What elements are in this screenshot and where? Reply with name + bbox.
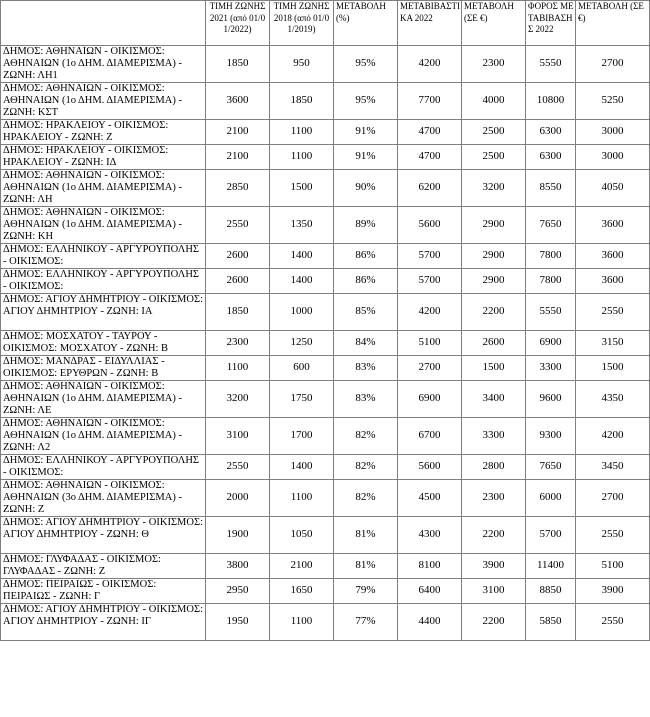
cell-change-euro: 3400 [462,381,526,418]
cell-municipality-zone: ΔΗΜΟΣ: ΑΘΗΝΑΙΩΝ - ΟΙΚΙΣΜΟΣ: ΑΘΗΝΑΙΩΝ (1ο ΔΗΜ. ΔΙΑΜΕΡΙΣΜΑ) - ΖΩΝΗ: ΛΗ1 [1,46,206,83]
cell-change-euro: 3200 [462,170,526,207]
table-row [1,480,650,517]
cell-change-euro: 3300 [462,418,526,455]
cell-change-euro: 2300 [462,480,526,517]
table-row [1,455,650,480]
cell-change-euro-2: 3600 [576,207,650,244]
cell-transfer-fees-2022: 4500 [398,480,462,517]
cell-transfer-fees-2022: 6200 [398,170,462,207]
cell-change-euro-2: 2700 [576,480,650,517]
table-row [1,418,650,455]
table-row [1,356,650,381]
cell-zone-price-2021: 2600 [206,244,270,269]
cell-transfer-fees-2022: 5700 [398,244,462,269]
cell-change-percent: 85% [334,294,398,331]
cell-municipality-zone: ΔΗΜΟΣ: ΕΛΛΗΝΙΚΟΥ - ΑΡΓΥΡΟΥΠΟΛΗΣ - ΟΙΚΙΣΜΟΣ: [1,269,206,294]
table-row [1,331,650,356]
header-change-euro: ΜΕΤΑΒΟΛΗ (ΣΕ €) [462,1,526,46]
table-row [1,83,650,120]
cell-municipality-zone: ΔΗΜΟΣ: ΠΕΙΡΑΙΩΣ - ΟΙΚΙΣΜΟΣ: ΠΕΙΡΑΙΩΣ - ΖΩΝΗ: Γ [1,579,206,604]
cell-change-euro: 2500 [462,120,526,145]
cell-municipality-zone: ΔΗΜΟΣ: ΑΘΗΝΑΙΩΝ - ΟΙΚΙΣΜΟΣ: ΑΘΗΝΑΙΩΝ (1ο ΔΗΜ. ΔΙΑΜΕΡΙΣΜΑ) - ΖΩΝΗ: Λ2 [1,418,206,455]
table-row [1,244,650,269]
cell-zone-price-2021: 2100 [206,145,270,170]
cell-transfer-fees-2022: 2700 [398,356,462,381]
cell-transfer-fees-2022: 6900 [398,381,462,418]
header-zone-price-2021: ΤΙΜΗ ΖΩΝΗΣ 2021 (από 01/01/2022) [206,1,270,46]
cell-zone-price-2018: 1500 [270,170,334,207]
cell-transfer-fees-2022: 8100 [398,554,462,579]
cell-change-euro-2: 3150 [576,331,650,356]
cell-change-euro: 2900 [462,269,526,294]
cell-transfer-fees-2022: 4300 [398,517,462,554]
cell-zone-price-2021: 1850 [206,46,270,83]
table-row [1,579,650,604]
header-change-euro-2: ΜΕΤΑΒΟΛΗ (ΣΕ €) [576,1,650,46]
cell-zone-price-2018: 1000 [270,294,334,331]
cell-zone-price-2021: 1850 [206,294,270,331]
cell-municipality-zone: ΔΗΜΟΣ: ΑΓΙΟΥ ΔΗΜΗΤΡΙΟΥ - ΟΙΚΙΣΜΟΣ: ΑΓΙΟΥ ΔΗΜΗΤΡΙΟΥ - ΖΩΝΗ: ΙΑ [1,294,206,331]
cell-zone-price-2021: 3100 [206,418,270,455]
cell-transfer-fees-2022: 4200 [398,294,462,331]
cell-change-euro: 2300 [462,46,526,83]
cell-change-percent: 82% [334,418,398,455]
cell-zone-price-2018: 1750 [270,381,334,418]
cell-transfer-tax-2022: 9300 [526,418,576,455]
cell-transfer-tax-2022: 11400 [526,554,576,579]
cell-change-euro-2: 5100 [576,554,650,579]
cell-zone-price-2021: 2000 [206,480,270,517]
cell-transfer-tax-2022: 6000 [526,480,576,517]
cell-change-euro: 2200 [462,294,526,331]
cell-change-euro-2: 3900 [576,579,650,604]
cell-change-euro: 2900 [462,244,526,269]
cell-change-percent: 86% [334,244,398,269]
cell-zone-price-2021: 2300 [206,331,270,356]
cell-change-euro: 2500 [462,145,526,170]
cell-change-euro-2: 5250 [576,83,650,120]
cell-transfer-tax-2022: 5850 [526,604,576,641]
cell-change-euro: 2200 [462,517,526,554]
cell-zone-price-2021: 1900 [206,517,270,554]
cell-transfer-tax-2022: 8550 [526,170,576,207]
table-row [1,207,650,244]
cell-change-percent: 91% [334,145,398,170]
cell-zone-price-2018: 600 [270,356,334,381]
cell-zone-price-2018: 1100 [270,145,334,170]
cell-transfer-tax-2022: 8850 [526,579,576,604]
cell-municipality-zone: ΔΗΜΟΣ: ΑΘΗΝΑΙΩΝ - ΟΙΚΙΣΜΟΣ: ΑΘΗΝΑΙΩΝ (3ο ΔΗΜ. ΔΙΑΜΕΡΙΣΜΑ) - ΖΩΝΗ: Ζ [1,480,206,517]
cell-change-percent: 83% [334,356,398,381]
table-row [1,554,650,579]
cell-change-euro-2: 2550 [576,604,650,641]
cell-zone-price-2021: 3200 [206,381,270,418]
cell-change-percent: 82% [334,480,398,517]
cell-transfer-fees-2022: 5600 [398,207,462,244]
cell-change-euro-2: 1500 [576,356,650,381]
cell-change-euro-2: 3450 [576,455,650,480]
cell-change-percent: 91% [334,120,398,145]
cell-zone-price-2021: 2950 [206,579,270,604]
cell-zone-price-2018: 1850 [270,83,334,120]
cell-zone-price-2021: 3600 [206,83,270,120]
cell-transfer-tax-2022: 7800 [526,269,576,294]
cell-municipality-zone: ΔΗΜΟΣ: ΓΛΥΦΑΔΑΣ - ΟΙΚΙΣΜΟΣ: ΓΛΥΦΑΔΑΣ - ΖΩΝΗ: Ζ [1,554,206,579]
cell-municipality-zone: ΔΗΜΟΣ: ΑΘΗΝΑΙΩΝ - ΟΙΚΙΣΜΟΣ: ΑΘΗΝΑΙΩΝ (1ο ΔΗΜ. ΔΙΑΜΕΡΙΣΜΑ) - ΖΩΝΗ: ΚΣΤ [1,83,206,120]
cell-change-percent: 82% [334,455,398,480]
cell-change-percent: 95% [334,46,398,83]
cell-change-euro: 2900 [462,207,526,244]
cell-zone-price-2021: 2550 [206,207,270,244]
table-row [1,294,650,331]
cell-transfer-tax-2022: 3300 [526,356,576,381]
cell-zone-price-2021: 1100 [206,356,270,381]
cell-change-euro: 2800 [462,455,526,480]
cell-municipality-zone: ΔΗΜΟΣ: ΗΡΑΚΛΕΙΟΥ - ΟΙΚΙΣΜΟΣ: ΗΡΑΚΛΕΙΟΥ - ΖΩΝΗ: ΙΔ [1,145,206,170]
header-empty [1,1,206,46]
table-row [1,517,650,554]
cell-transfer-tax-2022: 6900 [526,331,576,356]
header-zone-price-2018: ΤΙΜΗ ΖΩΝΗΣ 2018 (από 01/01/2019) [270,1,334,46]
cell-transfer-fees-2022: 4700 [398,120,462,145]
header-transfer-fees-2022: ΜΕΤΑΒΙΒΑΣΤΙΚΑ 2022 [398,1,462,46]
cell-change-percent: 86% [334,269,398,294]
cell-zone-price-2021: 1950 [206,604,270,641]
cell-change-euro-2: 2550 [576,517,650,554]
table-row [1,120,650,145]
cell-change-percent: 81% [334,554,398,579]
table-row [1,145,650,170]
cell-change-euro: 1500 [462,356,526,381]
cell-zone-price-2018: 1100 [270,604,334,641]
cell-change-euro-2: 4200 [576,418,650,455]
cell-change-percent: 84% [334,331,398,356]
cell-transfer-fees-2022: 4400 [398,604,462,641]
cell-zone-price-2018: 2100 [270,554,334,579]
cell-transfer-fees-2022: 6700 [398,418,462,455]
cell-transfer-fees-2022: 5700 [398,269,462,294]
cell-zone-price-2018: 1350 [270,207,334,244]
cell-transfer-fees-2022: 7700 [398,83,462,120]
cell-change-percent: 83% [334,381,398,418]
cell-transfer-fees-2022: 5100 [398,331,462,356]
cell-transfer-fees-2022: 6400 [398,579,462,604]
cell-transfer-fees-2022: 5600 [398,455,462,480]
cell-change-percent: 79% [334,579,398,604]
cell-change-percent: 81% [334,517,398,554]
cell-change-euro-2: 3600 [576,269,650,294]
cell-transfer-tax-2022: 6300 [526,120,576,145]
cell-municipality-zone: ΔΗΜΟΣ: ΕΛΛΗΝΙΚΟΥ - ΑΡΓΥΡΟΥΠΟΛΗΣ - ΟΙΚΙΣΜΟΣ: [1,455,206,480]
table-row [1,46,650,83]
cell-change-percent: 89% [334,207,398,244]
cell-municipality-zone: ΔΗΜΟΣ: ΕΛΛΗΝΙΚΟΥ - ΑΡΓΥΡΟΥΠΟΛΗΣ - ΟΙΚΙΣΜΟΣ: [1,244,206,269]
cell-zone-price-2018: 1400 [270,244,334,269]
cell-change-percent: 77% [334,604,398,641]
cell-transfer-tax-2022: 5550 [526,46,576,83]
header-change-percent: ΜΕΤΑΒΟΛΗ (%) [334,1,398,46]
cell-change-euro-2: 3600 [576,244,650,269]
cell-zone-price-2018: 1100 [270,480,334,517]
cell-change-euro: 3100 [462,579,526,604]
cell-transfer-tax-2022: 7800 [526,244,576,269]
cell-municipality-zone: ΔΗΜΟΣ: ΜΑΝΔΡΑΣ - ΕΙΔΥΛΛΙΑΣ - ΟΙΚΙΣΜΟΣ: ΕΡΥΘΡΩΝ - ΖΩΝΗ: Β [1,356,206,381]
cell-zone-price-2018: 1050 [270,517,334,554]
cell-zone-price-2018: 1100 [270,120,334,145]
cell-change-euro-2: 4350 [576,381,650,418]
cell-change-euro-2: 2550 [576,294,650,331]
cell-zone-price-2018: 950 [270,46,334,83]
header-row [1,1,650,46]
cell-municipality-zone: ΔΗΜΟΣ: ΑΓΙΟΥ ΔΗΜΗΤΡΙΟΥ - ΟΙΚΙΣΜΟΣ: ΑΓΙΟΥ ΔΗΜΗΤΡΙΟΥ - ΖΩΝΗ: Θ [1,517,206,554]
header-transfer-tax-2022: ΦΟΡΟΣ ΜΕΤΑΒΙΒΑΣΗΣ 2022 [526,1,576,46]
table-row [1,170,650,207]
cell-change-euro: 4000 [462,83,526,120]
cell-change-percent: 95% [334,83,398,120]
cell-zone-price-2018: 1650 [270,579,334,604]
cell-transfer-tax-2022: 7650 [526,207,576,244]
cell-municipality-zone: ΔΗΜΟΣ: ΑΓΙΟΥ ΔΗΜΗΤΡΙΟΥ - ΟΙΚΙΣΜΟΣ: ΑΓΙΟΥ ΔΗΜΗΤΡΙΟΥ - ΖΩΝΗ: ΙΓ [1,604,206,641]
cell-municipality-zone: ΔΗΜΟΣ: ΗΡΑΚΛΕΙΟΥ - ΟΙΚΙΣΜΟΣ: ΗΡΑΚΛΕΙΟΥ - ΖΩΝΗ: Ζ [1,120,206,145]
cell-transfer-fees-2022: 4700 [398,145,462,170]
cell-change-euro: 3900 [462,554,526,579]
cell-transfer-fees-2022: 4200 [398,46,462,83]
cell-transfer-tax-2022: 10800 [526,83,576,120]
cell-zone-price-2021: 2550 [206,455,270,480]
cell-transfer-tax-2022: 9600 [526,381,576,418]
cell-zone-price-2018: 1400 [270,455,334,480]
table-row [1,269,650,294]
cell-change-euro-2: 4050 [576,170,650,207]
cell-zone-price-2018: 1250 [270,331,334,356]
cell-municipality-zone: ΔΗΜΟΣ: ΑΘΗΝΑΙΩΝ - ΟΙΚΙΣΜΟΣ: ΑΘΗΝΑΙΩΝ (1ο ΔΗΜ. ΔΙΑΜΕΡΙΣΜΑ) - ΖΩΝΗ: ΚΗ [1,207,206,244]
cell-transfer-tax-2022: 6300 [526,145,576,170]
cell-municipality-zone: ΔΗΜΟΣ: ΑΘΗΝΑΙΩΝ - ΟΙΚΙΣΜΟΣ: ΑΘΗΝΑΙΩΝ (1ο ΔΗΜ. ΔΙΑΜΕΡΙΣΜΑ) - ΖΩΝΗ: ΛΕ [1,381,206,418]
cell-zone-price-2021: 3800 [206,554,270,579]
table-row [1,604,650,641]
cell-zone-price-2021: 2600 [206,269,270,294]
cell-zone-price-2018: 1400 [270,269,334,294]
cell-change-euro-2: 2700 [576,46,650,83]
cell-zone-price-2018: 1700 [270,418,334,455]
cell-transfer-tax-2022: 5550 [526,294,576,331]
cell-transfer-tax-2022: 5700 [526,517,576,554]
cell-change-euro: 2600 [462,331,526,356]
cell-municipality-zone: ΔΗΜΟΣ: ΜΟΣΧΑΤΟΥ - ΤΑΥΡΟΥ - ΟΙΚΙΣΜΟΣ: ΜΟΣΧΑΤΟΥ - ΖΩΝΗ: Β [1,331,206,356]
cell-change-euro-2: 3000 [576,120,650,145]
cell-change-percent: 90% [334,170,398,207]
cell-zone-price-2021: 2100 [206,120,270,145]
cell-transfer-tax-2022: 7650 [526,455,576,480]
cell-zone-price-2021: 2850 [206,170,270,207]
cell-change-euro-2: 3000 [576,145,650,170]
table-row [1,381,650,418]
cell-change-euro: 2200 [462,604,526,641]
cell-municipality-zone: ΔΗΜΟΣ: ΑΘΗΝΑΙΩΝ - ΟΙΚΙΣΜΟΣ: ΑΘΗΝΑΙΩΝ (1ο ΔΗΜ. ΔΙΑΜΕΡΙΣΜΑ) - ΖΩΝΗ: ΛΗ [1,170,206,207]
